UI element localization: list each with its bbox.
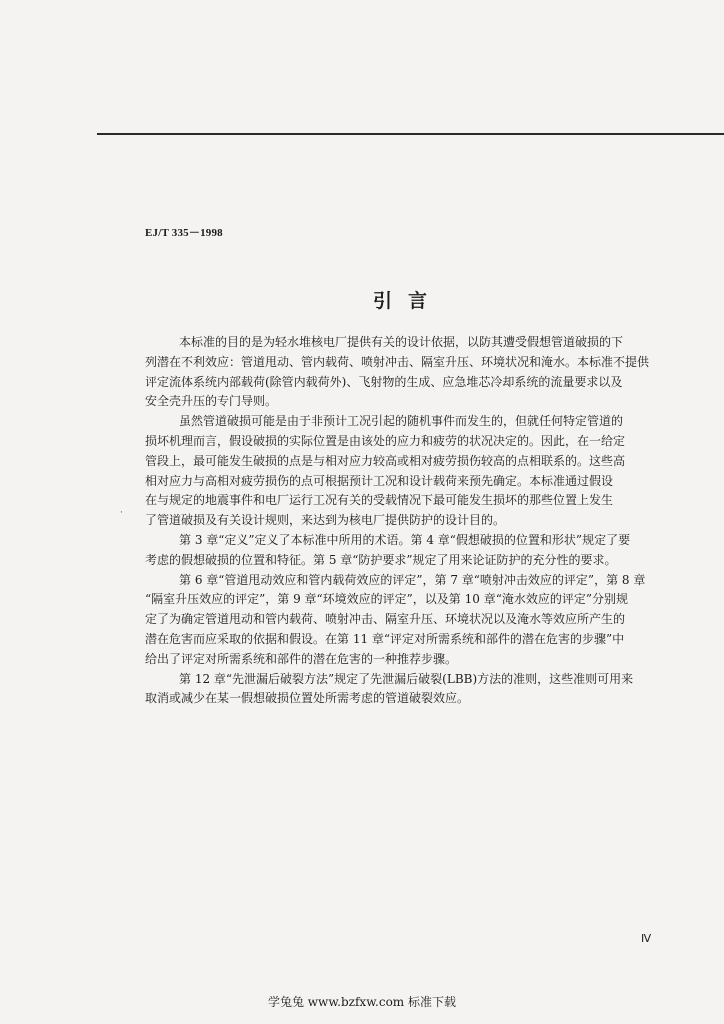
paragraph-line: “隔室升压效应的评定”，第 9 章“环境效应的评定”，以及第 10 章“淹水效应的评定”分别规: [145, 592, 628, 607]
paragraph-line: 评定流体系统内部载荷(除管内载荷外)、飞射物的生成、应急堆芯冷却系统的流量要求以及: [145, 374, 623, 389]
page-title: 引言: [373, 290, 444, 312]
paragraph-line: 考虑的假想破损的位置和特征。第 5 章“防护要求”规定了用来论证防护的充分性的要求。: [145, 552, 617, 567]
footer-watermark: 学兔兔 www.bzfxw.com 标准下载: [267, 995, 457, 1009]
standard-code: EJ/T 335－1998: [145, 227, 223, 239]
paragraph-4: [145, 571, 665, 670]
paragraph-1: [145, 333, 665, 412]
paragraph-line: 第 6 章“管道甩动效应和管内载荷效应的评定”，第 7 章“喷射冲击效应的评定”，第 8 章: [179, 572, 646, 587]
paragraph-line: 相对应力与高相对疲劳损伤的点可根据预计工况和设计载荷来预先确定。本标准通过假设: [145, 473, 614, 488]
paragraph-line: 定了为确定管道甩动和管内载荷、喷射冲击、隔室升压、环境状况以及淹水等效应所产生的: [145, 612, 626, 627]
paragraph-line: 虽然管道破损可能是由于非预计工况引起的随机事件而发生的，但就任何特定管道的: [179, 414, 624, 429]
paragraph-line: 本标准的目的是为轻水堆核电厂提供有关的设计依据，以防其遭受假想管道破损的下: [179, 335, 624, 349]
paragraph-line: 管段上，最可能发生破损的点是与相对应力较高或相对疲劳损伤较高的点相联系的。这些高: [145, 453, 626, 468]
paragraph-3: [145, 531, 665, 571]
body-text: [145, 333, 665, 709]
paragraph-2: [145, 412, 665, 531]
page-number: Ⅳ: [641, 933, 652, 945]
paragraph-line: 潜在危害而应采取的依据和假设。在第 11 章“评定对所需系统和部件的潜在危害的步骤”中: [145, 631, 625, 646]
paragraph-5: [145, 670, 665, 710]
paragraph-line: 在与规定的地震事件和电厂运行工况有关的受载情况下最可能发生损坏的那些位置上发生: [145, 493, 614, 508]
paragraph-line: 第 3 章“定义”定义了本标准中所用的术语。第 4 章“假想破损的位置和形状”规定了要: [179, 532, 631, 547]
paragraph-line: 取消或减少在某一假想破损位置处所需考虑的管道破裂效应。: [145, 691, 470, 706]
paragraph-line: 安全壳升压的专门导则。: [145, 394, 278, 409]
paragraph-line: 损坏机理而言，假设破损的实际位置是由该处的应力和疲劳的状况决定的。因此，在一给定: [145, 433, 626, 448]
paragraph-line: 了管道破损及有关设计规则，来达到为核电厂提供防护的设计目的。: [145, 513, 506, 528]
paragraph-line: 第 12 章“先泄漏后破裂方法”规定了先泄漏后破裂(LBB)方法的准则，这些准则可用来: [179, 671, 634, 686]
header-rule: [97, 133, 724, 135]
margin-mark: ·: [120, 508, 123, 518]
paragraph-line: 给出了评定对所需系统和部件的潜在危害的一种推荐步骤。: [145, 651, 458, 666]
paragraph-line: 列潜在不利效应：管道甩动、管内载荷、喷射冲击、隔室升压、环境状况和淹水。本标准不提供: [145, 354, 650, 369]
